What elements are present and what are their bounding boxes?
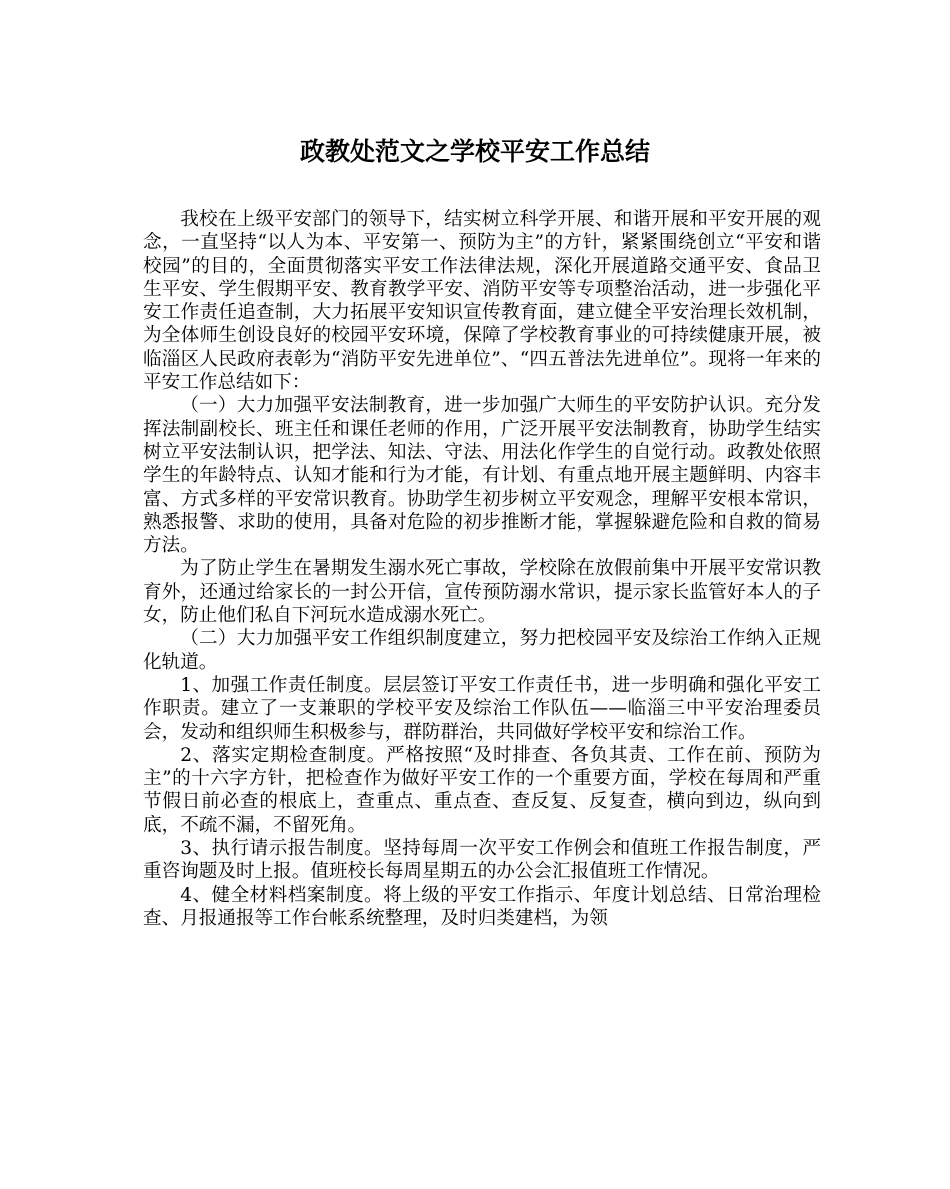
paragraph-section-2: （二）大力加强平安工作组织制度建立，努力把校园平安及综治工作纳入正规化轨道。 [143,628,821,673]
paragraph-drowning-prevention: 为了防止学生在暑期发生溺水死亡事故，学校除在放假前集中开展平安常识教育外，还通过给家长的一封公开信，宣传预防溺水常识，提示家长监管好本人的子女，防止他们私自下河玩水造成溺水死亡。 [143,558,821,627]
document-title: 政教处范文之学校平安工作总结 [299,137,650,166]
paragraph-item-4: 4、健全材料档案制度。将上级的平安工作指示、年度计划总结、日常治理检查、月报通报等工作台帐系统整理，及时归类建档，为领 [143,884,821,929]
paragraph-item-2: 2、落实定期检查制度。严格按照“及时排查、各负其责、工作在前、预防为主”的十六字方针，把检查作为做好平安工作的一个重要方面，学校在每周和严重节假日前必查的根底上，查重点、重点查、查反复、反复查，横向到边，纵向到底，不疏不漏，不留死角。 [143,744,821,836]
paragraph-item-3: 3、执行请示报告制度。坚持每周一次平安工作例会和值班工作报告制度，严重咨询题及时上报。值班校长每周星期五的办公会汇报值班工作情况。 [143,838,821,883]
document-body [143,208,821,930]
paragraph-item-1: 1、加强工作责任制度。层层签订平安工作责任书，进一步明确和强化平安工作职责。建立了一支兼职的学校平安及综治工作队伍——临淄三中平安治理委员会，发动和组织师生积极参与，群防群治，共同做好学校平安和综治工作。 [143,674,821,743]
paragraph-section-1: （一）大力加强平安法制教育，进一步加强广大师生的平安防护认识。充分发挥法制副校长、班主任和课任老师的作用，广泛开展平安法制教育，协助学生结实树立平安法制认识，把学法、知法、守法、用法化作学生的自觉行动。政教处依照学生的年龄特点、认知才能和行为才能，有计划、有重点地开展主题鲜明、内容丰富、方式多样的平安常识教育。协助学生初步树立平安观念，理解平安根本常识，熟悉报警、求助的使用，具备对危险的初步推断才能，掌握躲避危险和自救的简易方法。 [143,395,821,557]
paragraph-intro: 我校在上级平安部门的领导下，结实树立科学开展、和谐开展和平安开展的观念，一直坚持“以人为本、平安第一、预防为主”的方针，紧紧围绕创立“平安和谐校园”的目的，全面贯彻落实平安工作法律法规，深化开展道路交通平安、食品卫生平安、学生假期平安、教育教学平安、消防平安等专项整治活动，进一步强化平安工作责任追查制，大力拓展平安知识宣传教育面，建立健全平安治理长效机制，为全体师生创设良好的校园平安环境，保障了学校教育事业的可持续健康开展，被临淄区人民政府表彰为“消防平安先进单位”、“四五普法先进单位”。现将一年来的平安工作总结如下： [143,209,821,394]
